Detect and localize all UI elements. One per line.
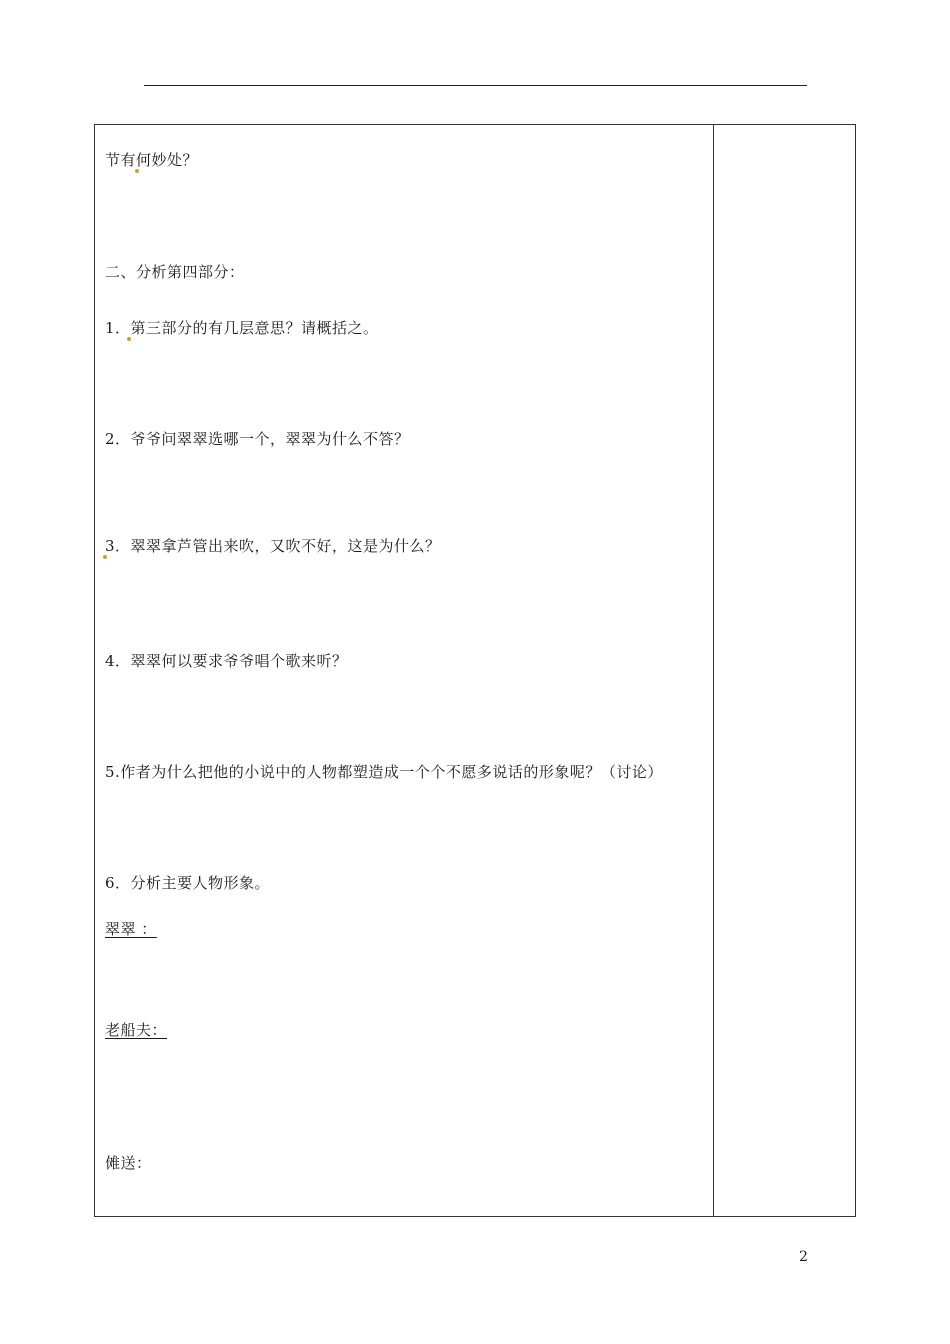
question-4: 4．翠翠何以要求爷爷唱个歌来听？ bbox=[105, 652, 348, 670]
notes-column-divider bbox=[713, 125, 714, 1216]
question-2: 2．爷爷问翠翠选哪一个，翠翠为什么不答？ bbox=[105, 430, 410, 448]
question-3: 3．翠翠拿芦管出来吹，又吹不好，这是为什么？ bbox=[105, 537, 441, 555]
question-5: 5.作者为什么把他的小说中的人物都塑造成一个个不愿多说话的形象呢？（讨论） bbox=[105, 763, 663, 781]
character-boatman-label: 老船夫： bbox=[105, 1021, 168, 1039]
annotation-mark bbox=[135, 169, 139, 173]
worksheet-table bbox=[94, 124, 856, 1217]
header-rule bbox=[144, 85, 807, 86]
character-nuosong-label: 傩送： bbox=[105, 1154, 152, 1172]
annotation-mark bbox=[103, 555, 107, 559]
question-1: 1．第三部分的有几层意思？请概括之。 bbox=[105, 319, 379, 337]
section-heading: 二、分析第四部分： bbox=[105, 263, 245, 281]
question-6: 6．分析主要人物形象。 bbox=[105, 874, 271, 892]
page-number: 2 bbox=[799, 1249, 808, 1265]
character-cuicui-label: 翠翠 ： bbox=[105, 920, 157, 938]
question-continuation: 节有何妙处？ bbox=[105, 151, 199, 169]
annotation-mark bbox=[127, 337, 131, 341]
